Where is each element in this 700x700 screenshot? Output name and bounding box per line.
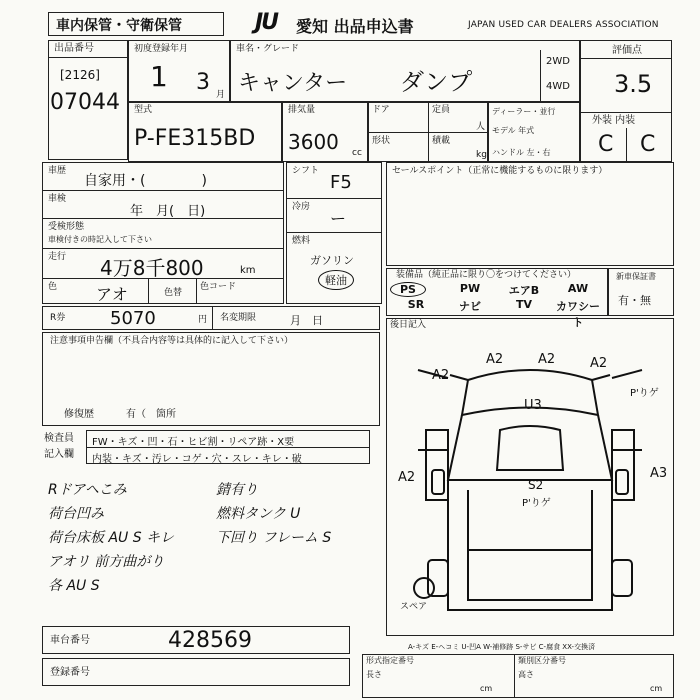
first-reg-year: 1 (150, 60, 168, 93)
fuel-label: 燃料 (292, 236, 311, 246)
displacement-value: 3600 (288, 130, 339, 154)
inspection-label: 車検 (48, 194, 67, 204)
org-title: 愛知 出品申込書 (296, 17, 414, 36)
accepted-label: 受検形態 (48, 222, 85, 232)
diagram-mark-p-center: P'りゲ (522, 498, 551, 509)
load-unit: kg (476, 150, 487, 160)
rating-interior: C (640, 132, 656, 157)
handwritten-note: 燃料タンク U (216, 506, 301, 522)
rating-exterior: C (598, 132, 614, 157)
mileage-unit: km (240, 265, 256, 276)
diagram-mark-a2-top-left: A2 (432, 368, 450, 383)
handwritten-note: Rドアヘこみ (48, 482, 127, 498)
equipment-item: AW (567, 282, 589, 295)
diagram-mark-a3-right: A3 (650, 466, 668, 481)
equipment-item: エアB (508, 284, 540, 297)
height-label: 高さ (518, 670, 534, 679)
class-label: 類別区分番号 (518, 656, 566, 665)
name-change-label: 名変期限 (220, 313, 257, 323)
cooler-value: ー (330, 209, 347, 228)
fuel-diesel: 軽油 (318, 270, 354, 290)
diagram-mark-a2-top: A2 (486, 352, 504, 367)
color-label: 色 (48, 282, 58, 292)
handle-label: ハンドル 左・右 (492, 148, 551, 157)
handwritten-notes-right (216, 478, 366, 550)
shape-label: 形状 (372, 136, 391, 146)
equipment-label: 装備品（純正品に限り〇をつけてください） (396, 270, 577, 280)
diagram-mark-p-right: P'りゲ (630, 388, 659, 399)
mileage-value: 4万8千800 (100, 256, 204, 280)
handwritten-note: アオリ 前方曲がり (48, 554, 165, 570)
handwritten-note: 錆有り (216, 482, 258, 498)
ext-int-label: 外装 内装 (592, 115, 636, 126)
handwritten-note: 荷台凹み (48, 506, 104, 522)
sales-point-label: セールスポイント（正常に機能するものに限ります） (392, 166, 608, 176)
color-change-label: 色替 (164, 288, 183, 298)
accepted-note: 車検付きの時記入して下さい (48, 235, 152, 244)
car-name-label: 車名・グレード (236, 44, 300, 54)
dims-label: 長さ (366, 670, 382, 679)
first-reg-label: 初度登録年月 (134, 44, 189, 54)
equipment-item: ナビ (459, 300, 481, 313)
handwritten-note: 荷台床板 AU S キレ (48, 530, 174, 546)
rating-score: 3.5 (614, 70, 653, 98)
org-english: JAPAN USED CAR DEALERS ASSOCIATION (468, 20, 659, 30)
inspector-label-2: 記入欄 (44, 449, 74, 460)
dims-unit-2: cm (650, 684, 663, 693)
diagram-legend: A-キズ E-ヘコミ U-凹A W-補修跡 S-サビ C-腐食 XX-交換済 (408, 643, 596, 651)
ju-logo: JU (255, 10, 278, 35)
recycle-label: R券 (50, 313, 66, 323)
handwritten-notes-left (48, 478, 228, 598)
shift-value: F5 (330, 172, 352, 193)
repair-value: 有（ 箇所 (126, 409, 176, 420)
reg-number-label: 登録番号 (50, 667, 90, 678)
spare-label: スペア (400, 602, 428, 612)
dealer-label: ディーラー・並行 (492, 107, 556, 116)
new-car-options: 有・無 (618, 294, 651, 307)
inspection-value: 年 月( 日) (130, 204, 206, 219)
model-label: 型式 (134, 105, 153, 115)
inspector-row-1: FW・キズ・凹・石・ヒビ割・リペア跡・X要 (92, 437, 295, 448)
capacity-unit: 人 (476, 122, 486, 132)
history-label: 車歴 (48, 166, 67, 176)
sales-point-box (386, 162, 674, 266)
new-car-label: 新車保証書 (616, 272, 656, 281)
diagram-mark-a2-top-2: A2 (538, 352, 556, 367)
first-reg-month: 3 (196, 70, 210, 95)
color-code-label: 色コード (200, 282, 237, 292)
diagram-mark-s2: S2 (528, 478, 544, 492)
storage-label: 車内保管・守衛保管 (56, 18, 182, 34)
rating-label: 評価点 (612, 45, 642, 56)
diagram-mark-a2-left: A2 (398, 470, 416, 485)
inspector-label-1: 検査員 (44, 433, 74, 444)
equipment-item: TV (515, 298, 533, 311)
equipment-item: PS (390, 282, 426, 297)
color-value: アオ (96, 285, 128, 304)
dims-unit-1: cm (480, 684, 493, 693)
car-grade: ダンプ (400, 68, 473, 96)
handwritten-note: 各 AU S (48, 578, 100, 594)
name-change-value: 月 日 (290, 314, 323, 327)
lot-number: 07044 (50, 90, 120, 115)
mileage-label: 走行 (48, 252, 67, 262)
handwritten-note: 下回り フレーム S (216, 530, 332, 546)
door-label: ドア (372, 105, 390, 115)
history-value: 自家用・( ) (84, 173, 207, 189)
lot-subcode: [2126] (60, 68, 100, 82)
chassis-label: 車台番号 (50, 635, 90, 646)
equipment-item: SR (407, 298, 425, 311)
diagram-mark-u3: U3 (524, 398, 542, 413)
diagram-mark-a2-top-right: A2 (590, 356, 608, 371)
cert-label: 形式指定番号 (366, 656, 414, 665)
model-code: P-FE315BD (134, 126, 256, 151)
inspector-row-2: 内装・キズ・汚レ・コゲ・穴・スレ・キレ・破 (92, 454, 302, 465)
notes-label: 注意事項申告欄（不具合内容等は具体的に記入して下さい） (50, 336, 294, 346)
capacity-label: 定員 (432, 105, 451, 115)
recycle-amount: 5070 (110, 308, 156, 329)
repair-label: 修復歴 (64, 409, 94, 420)
displacement-label: 排気量 (288, 105, 316, 115)
month-unit: 月 (216, 90, 226, 100)
drive-2wd: 2WD (546, 56, 570, 67)
chassis-value: 428569 (168, 628, 252, 653)
drive-4wd: 4WD (546, 81, 570, 92)
load-label: 積載 (432, 136, 451, 146)
diagram-label: 後日記入 (390, 320, 427, 330)
cooler-label: 冷房 (292, 202, 311, 212)
fuel-gasoline: ガソリン (310, 254, 354, 267)
recycle-unit: 円 (198, 315, 208, 325)
recycle-box (42, 306, 380, 330)
equipment-item: PW (459, 282, 481, 295)
lot-label: 出品番号 (54, 43, 94, 54)
displacement-unit: cc (352, 148, 362, 158)
car-name: キャンター (238, 71, 348, 96)
model-year-label: モデル 年式 (492, 126, 535, 135)
shift-label: シフト (292, 166, 320, 176)
equipment-item: カワシート (556, 300, 600, 329)
